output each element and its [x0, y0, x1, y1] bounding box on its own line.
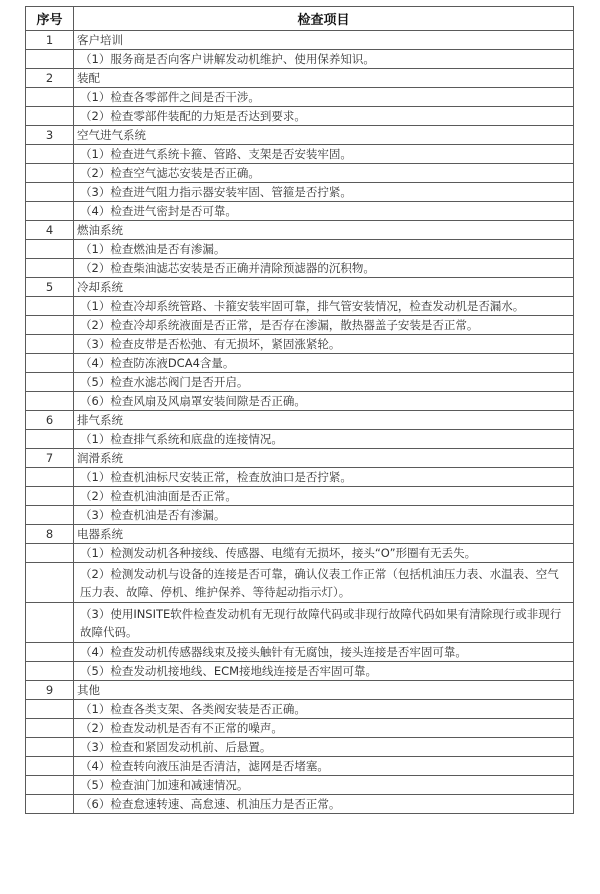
- section-number: 1: [26, 31, 74, 50]
- section-title: 润滑系统: [74, 449, 574, 468]
- section-title: 燃油系统: [74, 221, 574, 240]
- section-title: 装配: [74, 69, 574, 88]
- section-number: 2: [26, 69, 74, 88]
- inspection-item-row: [26, 776, 574, 795]
- table-body: [26, 31, 574, 814]
- section-row: [26, 278, 574, 297]
- inspection-item-text: （2）检查零部件装配的力矩是否达到要求。: [74, 107, 574, 126]
- inspection-table: [25, 6, 574, 814]
- inspection-item-row: [26, 354, 574, 373]
- inspection-item-text: （6）检查风扇及风扇罩安装间隙是否正确。: [74, 392, 574, 411]
- inspection-item-row: [26, 544, 574, 563]
- inspection-item-row: [26, 240, 574, 259]
- item-number-cell: [26, 297, 74, 316]
- inspection-item-text: （1）检查排气系统和底盘的连接情况。: [74, 430, 574, 449]
- inspection-item-row: [26, 700, 574, 719]
- item-number-cell: [26, 259, 74, 278]
- inspection-item-row: [26, 183, 574, 202]
- inspection-item-text: （2）检查机油油面是否正常。: [74, 487, 574, 506]
- inspection-item-row: [26, 392, 574, 411]
- item-number-cell: [26, 757, 74, 776]
- section-title: 其他: [74, 681, 574, 700]
- inspection-item-text: （3）检查皮带是否松弛、有无损坏，紧固涨紧轮。: [74, 335, 574, 354]
- inspection-item-text: （1）检查机油标尺安装正常，检查放油口是否拧紧。: [74, 468, 574, 487]
- inspection-item-row: [26, 50, 574, 69]
- item-number-cell: [26, 164, 74, 183]
- inspection-item-text: （1）检测发动机各种接线、传感器、电缆有无损坏，接头“O”形圈有无丢失。: [74, 544, 574, 563]
- inspection-item-text: （2）检测发动机与设备的连接是否可靠，确认仪表工作正常（包括机油压力表、水温表、空气压力表、故障、停机、维护保养、等待起动指示灯）。: [74, 563, 574, 603]
- inspection-item-text: （6）检查怠速转速、高怠速、机油压力是否正常。: [74, 795, 574, 814]
- inspection-item-text: （1）检查燃油是否有渗漏。: [74, 240, 574, 259]
- inspection-item-row: [26, 145, 574, 164]
- inspection-item-text: （4）检查进气密封是否可靠。: [74, 202, 574, 221]
- inspection-item-row: [26, 719, 574, 738]
- inspection-item-row: [26, 563, 574, 603]
- inspection-item-row: [26, 430, 574, 449]
- section-title: 电器系统: [74, 525, 574, 544]
- section-row: [26, 69, 574, 88]
- inspection-item-row: [26, 757, 574, 776]
- inspection-item-row: [26, 107, 574, 126]
- item-number-cell: [26, 643, 74, 662]
- section-row: [26, 221, 574, 240]
- section-title: 空气进气系统: [74, 126, 574, 145]
- item-number-cell: [26, 468, 74, 487]
- item-number-cell: [26, 373, 74, 392]
- inspection-item-row: [26, 297, 574, 316]
- section-row: [26, 449, 574, 468]
- inspection-item-row: [26, 795, 574, 814]
- inspection-item-text: （4）检查转向液压油是否清洁，滤网是否堵塞。: [74, 757, 574, 776]
- section-number: 8: [26, 525, 74, 544]
- item-number-cell: [26, 738, 74, 757]
- section-title: 冷却系统: [74, 278, 574, 297]
- section-row: [26, 525, 574, 544]
- inspection-item-text: （5）检查水滤芯阀门是否开启。: [74, 373, 574, 392]
- inspection-item-row: [26, 468, 574, 487]
- item-number-cell: [26, 88, 74, 107]
- section-number: 7: [26, 449, 74, 468]
- inspection-item-text: （2）检查空气滤芯安装是否正确。: [74, 164, 574, 183]
- section-row: [26, 126, 574, 145]
- item-number-cell: [26, 506, 74, 525]
- section-row: [26, 681, 574, 700]
- inspection-item-row: [26, 259, 574, 278]
- item-number-cell: [26, 183, 74, 202]
- header-serial-number: 序号: [26, 7, 74, 31]
- section-number: 5: [26, 278, 74, 297]
- item-number-cell: [26, 392, 74, 411]
- section-row: [26, 31, 574, 50]
- inspection-item-row: [26, 373, 574, 392]
- item-number-cell: [26, 603, 74, 643]
- inspection-item-row: [26, 164, 574, 183]
- section-number: 9: [26, 681, 74, 700]
- item-number-cell: [26, 335, 74, 354]
- inspection-item-text: （4）检查发动机传感器线束及接头触针有无腐蚀，接头连接是否牢固可靠。: [74, 643, 574, 662]
- item-number-cell: [26, 563, 74, 603]
- inspection-item-text: （1）检查各类支架、各类阀安装是否正确。: [74, 700, 574, 719]
- inspection-item-row: [26, 335, 574, 354]
- section-row: [26, 411, 574, 430]
- header-row: [26, 7, 574, 31]
- item-number-cell: [26, 50, 74, 69]
- inspection-item-row: [26, 603, 574, 643]
- inspection-item-row: [26, 202, 574, 221]
- header-inspection-item: 检查项目: [74, 7, 574, 31]
- section-number: 4: [26, 221, 74, 240]
- inspection-item-text: （3）检查进气阻力指示器安装牢固、管箍是否拧紧。: [74, 183, 574, 202]
- inspection-item-text: （5）检查油门加速和减速情况。: [74, 776, 574, 795]
- inspection-item-text: （4）检查防冻液DCA4含量。: [74, 354, 574, 373]
- inspection-item-row: [26, 88, 574, 107]
- item-number-cell: [26, 316, 74, 335]
- item-number-cell: [26, 354, 74, 373]
- item-number-cell: [26, 662, 74, 681]
- inspection-item-text: （1）服务商是否向客户讲解发动机维护、使用保养知识。: [74, 50, 574, 69]
- section-number: 3: [26, 126, 74, 145]
- inspection-item-text: （2）检查柴油滤芯安装是否正确并清除预滤器的沉积物。: [74, 259, 574, 278]
- item-number-cell: [26, 202, 74, 221]
- item-number-cell: [26, 544, 74, 563]
- inspection-item-text: （2）检查发动机是否有不正常的噪声。: [74, 719, 574, 738]
- section-title: 客户培训: [74, 31, 574, 50]
- inspection-item-text: （3）检查和紧固发动机前、后悬置。: [74, 738, 574, 757]
- inspection-item-text: （3）使用INSITE软件检查发动机有无现行故障代码或非现行故障代码如果有清除现行或非现行故障代码。: [74, 603, 574, 643]
- inspection-item-row: [26, 738, 574, 757]
- inspection-item-row: [26, 662, 574, 681]
- inspection-item-text: （1）检查进气系统卡箍、管路、支架是否安装牢固。: [74, 145, 574, 164]
- inspection-item-text: （2）检查冷却系统液面是否正常，是否存在渗漏，散热器盖子安装是否正常。: [74, 316, 574, 335]
- item-number-cell: [26, 719, 74, 738]
- item-number-cell: [26, 240, 74, 259]
- item-number-cell: [26, 795, 74, 814]
- item-number-cell: [26, 145, 74, 164]
- inspection-item-text: （1）检查各零部件之间是否干涉。: [74, 88, 574, 107]
- inspection-item-row: [26, 643, 574, 662]
- inspection-sheet: [25, 6, 573, 814]
- inspection-item-row: [26, 506, 574, 525]
- section-title: 排气系统: [74, 411, 574, 430]
- inspection-item-row: [26, 487, 574, 506]
- section-number: 6: [26, 411, 74, 430]
- item-number-cell: [26, 700, 74, 719]
- inspection-item-text: （1）检查冷却系统管路、卡箍安装牢固可靠，排气管安装情况，检查发动机是否漏水。: [74, 297, 574, 316]
- inspection-item-row: [26, 316, 574, 335]
- item-number-cell: [26, 107, 74, 126]
- item-number-cell: [26, 430, 74, 449]
- item-number-cell: [26, 776, 74, 795]
- inspection-item-text: （5）检查发动机接地线、ECM接地线连接是否牢固可靠。: [74, 662, 574, 681]
- table-header: [26, 7, 574, 31]
- item-number-cell: [26, 487, 74, 506]
- inspection-item-text: （3）检查机油是否有渗漏。: [74, 506, 574, 525]
